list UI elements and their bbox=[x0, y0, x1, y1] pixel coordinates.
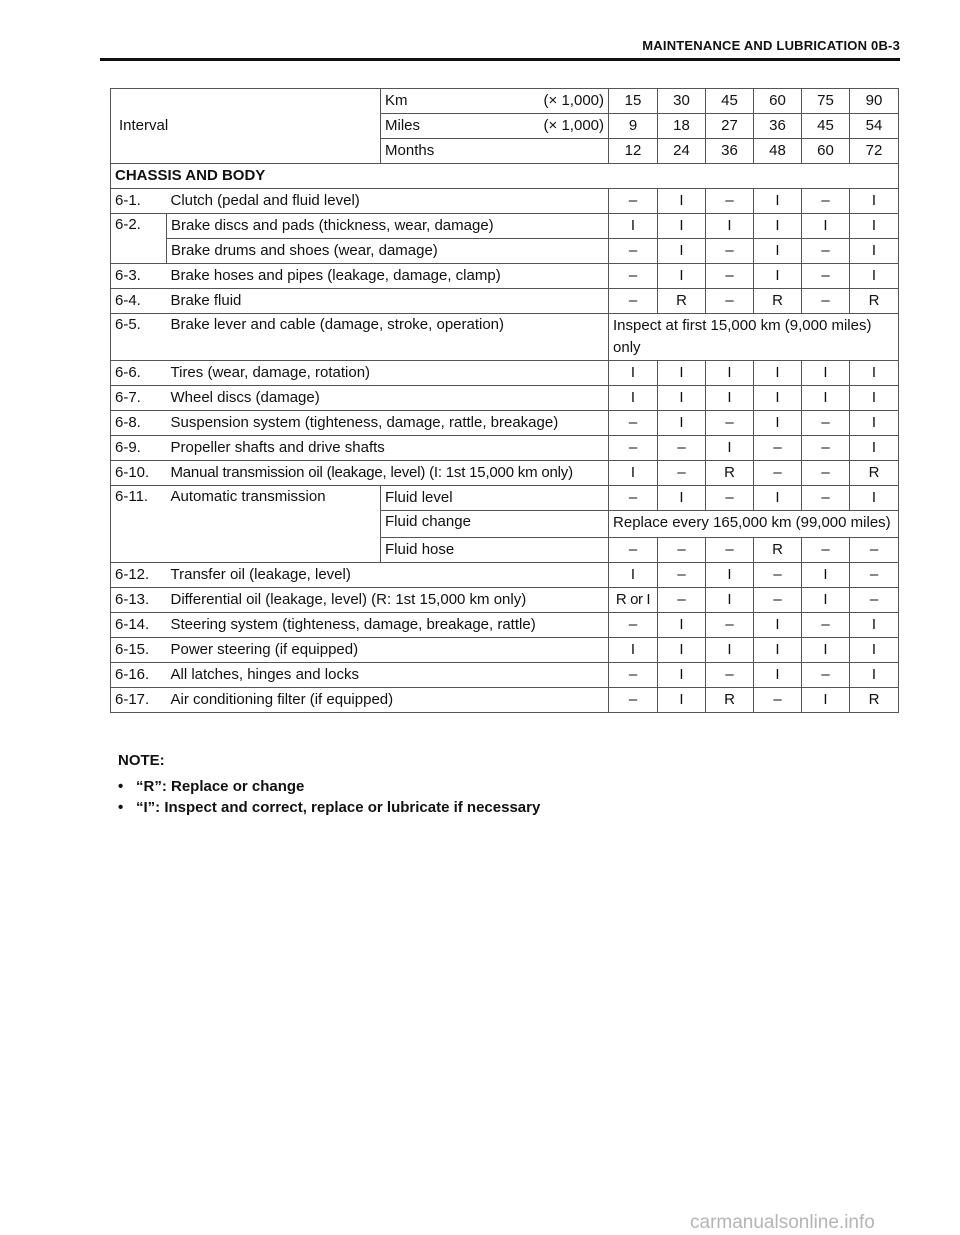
schedule-cell: – bbox=[802, 264, 850, 289]
maintenance-schedule-table bbox=[110, 88, 899, 713]
interval-label: Interval bbox=[111, 89, 381, 164]
table-row bbox=[111, 264, 899, 289]
schedule-cell: I bbox=[754, 386, 802, 411]
miles-value: 18 bbox=[658, 114, 706, 139]
item-number: 6-8. bbox=[111, 411, 167, 436]
schedule-cell: – bbox=[802, 538, 850, 563]
schedule-cell: – bbox=[609, 289, 658, 314]
item-description: Steering system (tighteness, damage, breakage, rattle) bbox=[167, 613, 609, 638]
item-description: Power steering (if equipped) bbox=[167, 638, 609, 663]
schedule-cell: I bbox=[850, 436, 899, 461]
schedule-cell: I bbox=[754, 361, 802, 386]
schedule-cell: – bbox=[658, 461, 706, 486]
item-number: 6-4. bbox=[111, 289, 167, 314]
schedule-cell: – bbox=[850, 588, 899, 613]
schedule-cell: I bbox=[658, 239, 706, 264]
schedule-cell: I bbox=[658, 486, 706, 511]
item-number: 6-12. bbox=[111, 563, 167, 588]
schedule-cell: I bbox=[802, 588, 850, 613]
table-row bbox=[111, 588, 899, 613]
schedule-cell: R bbox=[850, 461, 899, 486]
schedule-cell: I bbox=[850, 361, 899, 386]
months-value: 12 bbox=[609, 139, 658, 164]
schedule-cell: I bbox=[850, 386, 899, 411]
item-description: Suspension system (tighteness, damage, rattle, breakage) bbox=[167, 411, 609, 436]
list-item bbox=[118, 797, 540, 818]
months-value: 60 bbox=[802, 139, 850, 164]
item-number: 6-9. bbox=[111, 436, 167, 461]
table-row bbox=[111, 189, 899, 214]
schedule-cell: R bbox=[754, 538, 802, 563]
header-rule bbox=[100, 58, 900, 61]
km-value: 60 bbox=[754, 89, 802, 114]
schedule-cell: – bbox=[754, 461, 802, 486]
miles-value: 27 bbox=[706, 114, 754, 139]
km-value: 75 bbox=[802, 89, 850, 114]
sub-item: Fluid hose bbox=[381, 538, 609, 563]
schedule-cell: I bbox=[802, 214, 850, 239]
schedule-cell: R bbox=[706, 461, 754, 486]
table-row bbox=[111, 436, 899, 461]
table-row bbox=[111, 411, 899, 436]
schedule-cell: I bbox=[658, 638, 706, 663]
schedule-cell: – bbox=[706, 264, 754, 289]
schedule-cell: I bbox=[850, 613, 899, 638]
schedule-cell: I bbox=[802, 361, 850, 386]
note-text: “I”: Inspect and correct, replace or lubricate if necessary bbox=[136, 799, 541, 816]
schedule-cell: I bbox=[658, 688, 706, 713]
schedule-cell: I bbox=[706, 588, 754, 613]
table-row bbox=[111, 563, 899, 588]
note-title: NOTE: bbox=[118, 752, 165, 769]
km-value: 15 bbox=[609, 89, 658, 114]
item-description: Propeller shafts and drive shafts bbox=[167, 436, 609, 461]
schedule-cell: I bbox=[706, 361, 754, 386]
schedule-cell: I bbox=[658, 361, 706, 386]
schedule-cell: R bbox=[754, 289, 802, 314]
schedule-cell: I bbox=[850, 638, 899, 663]
schedule-cell: – bbox=[802, 486, 850, 511]
table-row bbox=[111, 239, 899, 264]
schedule-cell: I bbox=[850, 663, 899, 688]
table-row bbox=[111, 289, 899, 314]
item-description: Automatic transmission bbox=[167, 486, 381, 563]
schedule-cell: I bbox=[658, 264, 706, 289]
schedule-cell: – bbox=[850, 538, 899, 563]
schedule-cell: – bbox=[609, 264, 658, 289]
schedule-cell: I bbox=[850, 189, 899, 214]
item-number: 6-5. bbox=[111, 314, 167, 361]
schedule-cell: – bbox=[658, 563, 706, 588]
months-value: 48 bbox=[754, 139, 802, 164]
schedule-cell: I bbox=[754, 638, 802, 663]
schedule-cell: – bbox=[754, 588, 802, 613]
item-number: 6-1. bbox=[111, 189, 167, 214]
item-description: Brake hoses and pipes (leakage, damage, clamp) bbox=[167, 264, 609, 289]
table-row bbox=[111, 486, 899, 511]
item-description: Brake fluid bbox=[167, 289, 609, 314]
schedule-cell: – bbox=[609, 189, 658, 214]
watermark: carmanualsonline.info bbox=[690, 1212, 875, 1233]
schedule-cell: – bbox=[754, 436, 802, 461]
miles-label: Miles bbox=[381, 114, 513, 139]
table-row bbox=[111, 361, 899, 386]
miles-value: 36 bbox=[754, 114, 802, 139]
table-row bbox=[111, 638, 899, 663]
schedule-cell: I bbox=[609, 214, 658, 239]
table-row bbox=[111, 613, 899, 638]
schedule-cell: I bbox=[658, 386, 706, 411]
item-description: Wheel discs (damage) bbox=[167, 386, 609, 411]
schedule-cell: I bbox=[754, 239, 802, 264]
item-number: 6-14. bbox=[111, 613, 167, 638]
schedule-cell: I bbox=[658, 189, 706, 214]
schedule-cell: R bbox=[706, 688, 754, 713]
schedule-cell: – bbox=[706, 486, 754, 511]
months-label: Months bbox=[381, 139, 609, 164]
schedule-cell: I bbox=[802, 638, 850, 663]
schedule-cell: I bbox=[754, 663, 802, 688]
schedule-cell: I bbox=[850, 411, 899, 436]
schedule-cell: I bbox=[706, 214, 754, 239]
miles-unit: (× 1,000) bbox=[513, 114, 609, 139]
schedule-cell: – bbox=[802, 461, 850, 486]
note-text: “R”: Replace or change bbox=[136, 778, 305, 795]
schedule-cell: I bbox=[609, 361, 658, 386]
schedule-cell: I bbox=[802, 688, 850, 713]
schedule-cell: I bbox=[802, 563, 850, 588]
schedule-cell: – bbox=[609, 411, 658, 436]
schedule-cell: – bbox=[706, 411, 754, 436]
schedule-cell: I bbox=[658, 411, 706, 436]
schedule-cell: I bbox=[754, 264, 802, 289]
schedule-cell: I bbox=[754, 214, 802, 239]
sub-item: Fluid change bbox=[381, 511, 609, 538]
item-description: Air conditioning filter (if equipped) bbox=[167, 688, 609, 713]
schedule-cell: – bbox=[706, 239, 754, 264]
schedule-cell: – bbox=[802, 613, 850, 638]
miles-value: 45 bbox=[802, 114, 850, 139]
item-number: 6-10. bbox=[111, 461, 167, 486]
schedule-cell: I bbox=[850, 264, 899, 289]
schedule-cell: I bbox=[802, 386, 850, 411]
schedule-cell: – bbox=[754, 563, 802, 588]
schedule-cell: I bbox=[754, 613, 802, 638]
schedule-cell: I bbox=[706, 436, 754, 461]
miles-value: 9 bbox=[609, 114, 658, 139]
schedule-cell: – bbox=[802, 189, 850, 214]
km-value: 90 bbox=[850, 89, 899, 114]
schedule-cell: – bbox=[706, 538, 754, 563]
schedule-cell: I bbox=[609, 386, 658, 411]
schedule-cell: – bbox=[609, 688, 658, 713]
item-number: 6-13. bbox=[111, 588, 167, 613]
item-description: Clutch (pedal and fluid level) bbox=[167, 189, 609, 214]
page-header: MAINTENANCE AND LUBRICATION 0B-3 bbox=[642, 38, 900, 53]
schedule-cell: – bbox=[609, 613, 658, 638]
schedule-cell: – bbox=[754, 688, 802, 713]
schedule-cell: I bbox=[658, 214, 706, 239]
schedule-cell: I bbox=[609, 563, 658, 588]
table-row bbox=[111, 461, 899, 486]
schedule-cell: – bbox=[802, 411, 850, 436]
schedule-cell: I bbox=[706, 563, 754, 588]
schedule-cell: – bbox=[609, 486, 658, 511]
schedule-cell: – bbox=[802, 436, 850, 461]
schedule-cell: I bbox=[754, 486, 802, 511]
schedule-cell: I bbox=[754, 411, 802, 436]
schedule-cell: – bbox=[609, 663, 658, 688]
bullet-icon: • bbox=[118, 799, 124, 816]
schedule-cell: I bbox=[658, 613, 706, 638]
interval-km-row bbox=[111, 89, 899, 114]
schedule-cell: I bbox=[754, 189, 802, 214]
note-list bbox=[118, 776, 540, 818]
schedule-cell: – bbox=[658, 588, 706, 613]
months-value: 72 bbox=[850, 139, 899, 164]
item-description: Differential oil (leakage, level) (R: 1st 15,000 km only) bbox=[167, 588, 609, 613]
item-number: 6-15. bbox=[111, 638, 167, 663]
item-description: Brake discs and pads (thickness, wear, damage) bbox=[167, 214, 609, 239]
table-row bbox=[111, 663, 899, 688]
item-number: 6-3. bbox=[111, 264, 167, 289]
list-item bbox=[118, 776, 540, 797]
table-row bbox=[111, 386, 899, 411]
schedule-cell: R or I bbox=[609, 588, 658, 613]
bullet-icon: • bbox=[118, 778, 124, 795]
schedule-cell: – bbox=[802, 239, 850, 264]
item-description: Manual transmission oil (leakage, level) (I: 1st 15,000 km only) bbox=[167, 461, 609, 486]
item-description: Brake lever and cable (damage, stroke, operation) bbox=[167, 314, 609, 361]
table-row bbox=[111, 314, 899, 361]
months-value: 24 bbox=[658, 139, 706, 164]
km-value: 30 bbox=[658, 89, 706, 114]
schedule-cell: – bbox=[802, 663, 850, 688]
schedule-cell: – bbox=[658, 436, 706, 461]
km-value: 45 bbox=[706, 89, 754, 114]
table-row bbox=[111, 214, 899, 239]
schedule-cell: R bbox=[850, 688, 899, 713]
schedule-cell: – bbox=[706, 613, 754, 638]
schedule-cell: – bbox=[609, 538, 658, 563]
miles-value: 54 bbox=[850, 114, 899, 139]
schedule-note: Inspect at first 15,000 km (9,000 miles) only bbox=[609, 314, 899, 361]
item-number: 6-11. bbox=[111, 486, 167, 563]
item-description: Brake drums and shoes (wear, damage) bbox=[167, 239, 609, 264]
schedule-cell: R bbox=[850, 289, 899, 314]
schedule-cell: – bbox=[802, 289, 850, 314]
section-title: CHASSIS AND BODY bbox=[111, 164, 899, 189]
schedule-cell: I bbox=[850, 239, 899, 264]
schedule-cell: – bbox=[850, 563, 899, 588]
sub-item: Fluid level bbox=[381, 486, 609, 511]
item-number: 6-17. bbox=[111, 688, 167, 713]
table-row bbox=[111, 688, 899, 713]
item-number: 6-2. bbox=[111, 214, 167, 264]
schedule-cell: I bbox=[850, 214, 899, 239]
schedule-cell: I bbox=[850, 486, 899, 511]
item-description: Tires (wear, damage, rotation) bbox=[167, 361, 609, 386]
schedule-cell: R bbox=[658, 289, 706, 314]
schedule-cell: – bbox=[658, 538, 706, 563]
schedule-cell: I bbox=[609, 461, 658, 486]
item-description: Transfer oil (leakage, level) bbox=[167, 563, 609, 588]
item-description: All latches, hinges and locks bbox=[167, 663, 609, 688]
schedule-cell: I bbox=[706, 638, 754, 663]
schedule-cell: I bbox=[658, 663, 706, 688]
km-label: Km bbox=[381, 89, 513, 114]
section-row bbox=[111, 164, 899, 189]
km-unit: (× 1,000) bbox=[513, 89, 609, 114]
schedule-cell: – bbox=[706, 289, 754, 314]
schedule-cell: – bbox=[609, 239, 658, 264]
schedule-cell: I bbox=[706, 386, 754, 411]
schedule-cell: – bbox=[609, 436, 658, 461]
schedule-cell: I bbox=[609, 638, 658, 663]
schedule-cell: – bbox=[706, 663, 754, 688]
item-number: 6-16. bbox=[111, 663, 167, 688]
item-number: 6-6. bbox=[111, 361, 167, 386]
months-value: 36 bbox=[706, 139, 754, 164]
item-number: 6-7. bbox=[111, 386, 167, 411]
schedule-cell: – bbox=[706, 189, 754, 214]
schedule-note: Replace every 165,000 km (99,000 miles) bbox=[609, 511, 899, 538]
